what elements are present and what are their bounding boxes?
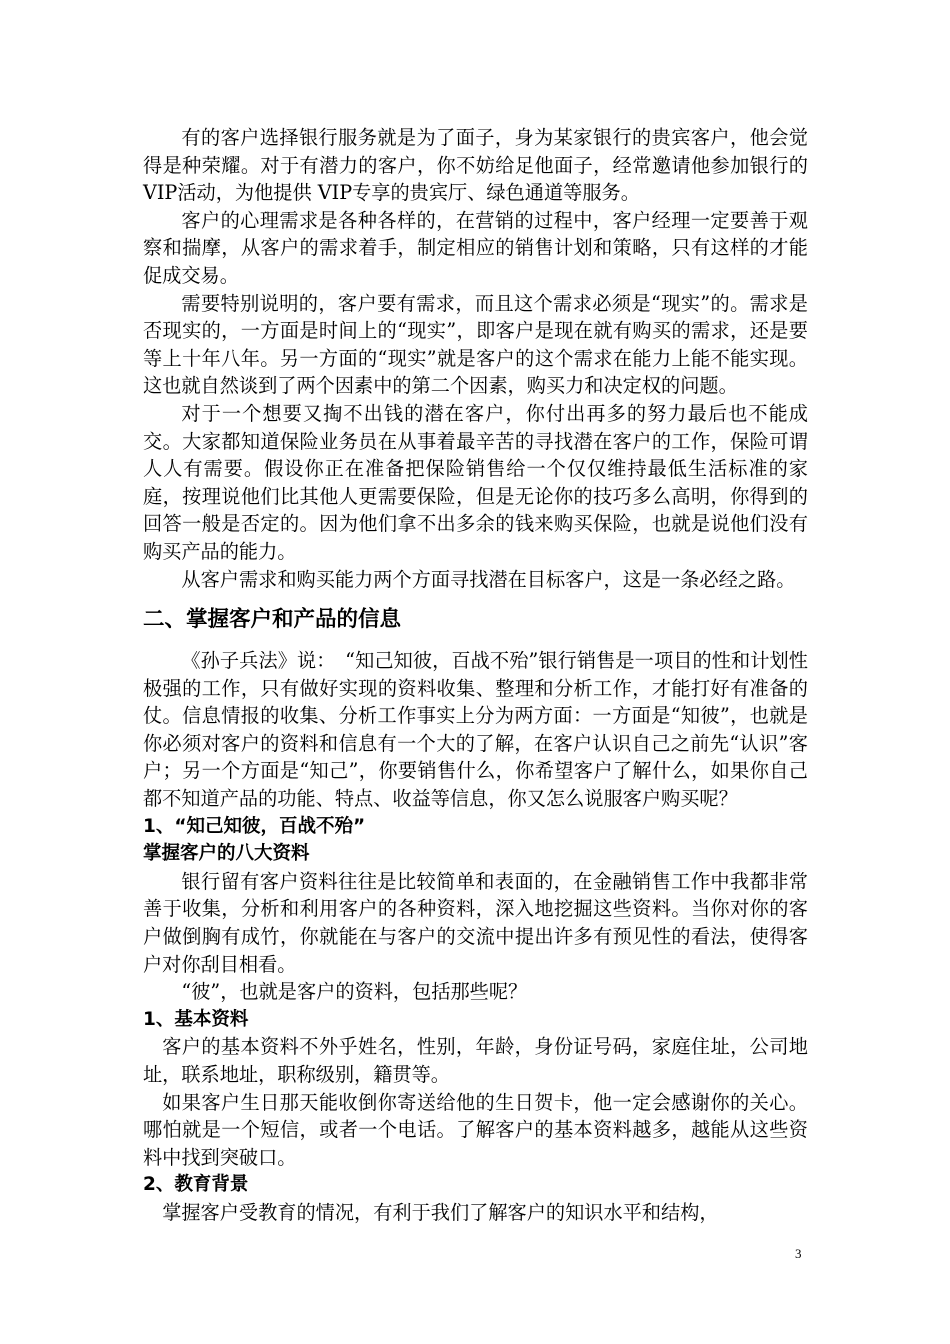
subheading-education: 2、教育背景: [143, 1174, 249, 1196]
paragraph-conclusion: 从客户需求和购买能力两个方面寻找潜在目标客户，这是一条必经之路。: [181, 567, 796, 591]
page-number: 3: [795, 1246, 802, 1261]
paragraph-real-demand: 需要特别说明的，客户要有需求，而且这个需求必须是“现实”的。需求是否现实的，一方面是时间上的“现实”，即客户是现在就有购买的需求，还是要等上十年八年。另一方面的“现实”就是客户的这个需求在能力上能不能实现。这也就自然谈到了两个因素中的第二个因素，购买力和决定权的问题。: [143, 291, 808, 398]
paragraph-education: 掌握客户受教育的情况，有利于我们了解客户的知识水平和结构，: [162, 1200, 719, 1224]
subheading-eight-materials: 掌握客户的八大资料: [143, 843, 310, 865]
subheading-basic-info: 1、基本资料: [143, 1008, 249, 1030]
paragraph-basic-info: 客户的基本资料不外乎姓名，性别，年龄，身份证号码，家庭住址，公司地址，联系地址，职称级别，籍贯等。: [143, 1035, 808, 1086]
paragraph-psychology: 客户的心理需求是各种各样的，在营销的过程中，客户经理一定要善于观察和揣摩，从客户的需求着手，制定相应的销售计划和策略，只有这样的才能促成交易。: [143, 208, 808, 287]
section-heading: 二、掌握客户和产品的信息: [143, 607, 402, 633]
subheading-know-yourself: 1、“知己知彼，百战不殆”: [143, 815, 366, 837]
paragraph-face: 有的客户选择银行服务就是为了面子，身为某家银行的贵宾客户，他会觉得是种荣耀。对于有潜力的客户，你不妨给足他面子，经常邀请他参加银行的VIP活动，为他提供 VIP专享的贵宾厅、绿色通道等服务。: [143, 126, 808, 205]
paragraph-birthday: 如果客户生日那天能收倒你寄送给他的生日贺卡，他一定会感谢你的关心。哪怕就是一个短信，或者一个电话。了解客户的基本资料越多，越能从这些资料中找到突破口。: [143, 1090, 808, 1169]
paragraph-purchasing-power: 对于一个想要又掏不出钱的潜在客户，你付出再多的努力最后也不能成交。大家都知道保险业务员在从事着最辛苦的寻找潜在客户的工作，保险可谓人人有需要。假设你正在准备把保险销售给一个仅仅维持最低生活标准的家庭，按理说他们比其他人更需要保险，但是无论你的技巧多么高明，你得到的回答一般是否定的。因为他们拿不出多余的钱来购买保险，也就是说他们没有购买产品的能力。: [143, 401, 808, 563]
paragraph-sunzi: 《孙子兵法》说： “知己知彼，百战不殆”银行销售是一项目的性和计划性极强的工作，只有做好实现的资料收集、整理和分析工作，才能打好有准备的仗。信息情报的收集、分析工作事实上分为两方面：一方面是“知彼”，也就是你必须对客户的资料和信息有一个大的了解，在客户认识自己之前先“认识”客户；另一个方面是“知己”，你要销售什么，你希望客户了解什么，如果你自己都不知道产品的功能、特点、收益等信息，你又怎么说服客户购买呢？: [143, 649, 808, 811]
paragraph-bank-materials: 银行留有客户资料往往是比较简单和表面的，在金融销售工作中我都非常善于收集，分析和利用客户的各种资料，深入地挖掘这些资料。当你对你的客户做倒胸有成竹，你就能在与客户的交流中提出许多有预见性的看法，使得客户对你刮目相看。: [143, 869, 808, 976]
document-body: [143, 124, 808, 1227]
paragraph-bi: “彼”，也就是客户的资料，包括那些呢？: [181, 980, 528, 1004]
